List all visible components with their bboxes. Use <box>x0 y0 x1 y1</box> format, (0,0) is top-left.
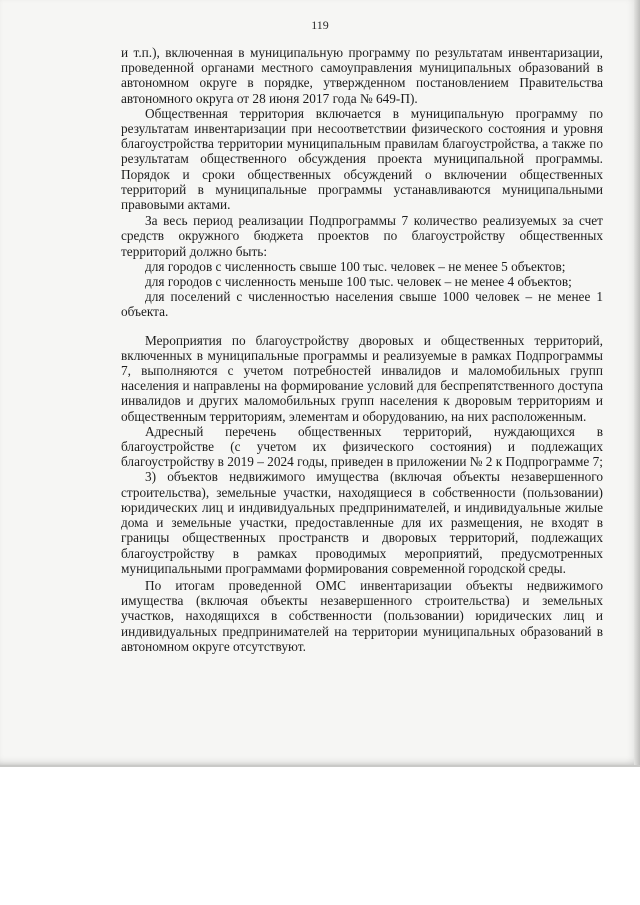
page-number: 119 <box>311 18 329 32</box>
paragraph-address-list: Адресный перечень общественных территорий, нуждающихся в благоустройстве (с учетом их физического состояния) и подлежащих благоустройству в 2019 – 2024 годы, приведен в приложении № 2 к Подпрограмме 7; <box>121 423 603 470</box>
paragraph-small-cities: для городов с численность меньше 100 тыс. человек – не менее 4 объектов; <box>145 274 572 290</box>
paragraph-inventory-results: По итогам проведенной ОМС инвентаризации объекты недвижимого имущества (включая объекты незавершенного строительства) и земельных участков, находящихся в собственности (пользовании) юридических лиц и индивидуальных предпринимателей на территории муниципальных образований в автономном округе отсутствуют. <box>121 577 603 654</box>
document-body <box>121 45 603 654</box>
paragraph-accessibility: Мероприятия по благоустройству дворовых и общественных территорий, включенных в муниципальные программы и реализуемые в рамках Подпрограммы 7, выполняются с учетом потребностей инвалидов и маломобильных групп населения и направлены на формирование условий для беспрепятственного доступа инвалидов и других маломобильных групп населения к дворовым территориям и общественным территориям, элементам и оборудованию, на них расположенным. <box>121 332 603 424</box>
paragraph-public-territory-inclusion: Общественная территория включается в муниципальную программу по результатам инвентаризации при несоответствии физического состояния и уровня благоустройства территории муниципальным правилам благоустройства, а также по результатам общественного обсуждения проекта муниципальной программы. Порядок и сроки общественных обсуждений о включении общественных территорий в муниципальные программы устанавливаются муниципальными правовыми актами. <box>121 105 603 213</box>
page-edge-shadow <box>634 0 640 765</box>
paragraph-continuation: и т.п.), включенная в муниципальную программу по результатам инвентаризации, проведенной органами местного самоуправления муниципальных образований в автономном округе в порядке, утвержденном постановлением Правительства автономного округа от 28 июня 2017 года № 649-П). <box>121 45 603 106</box>
paragraph-project-count-intro: За весь период реализации Подпрограммы 7 количество реализуемых за счет средств окружного бюджета проектов по благоустройству общественных территорий должно быть: <box>121 213 603 259</box>
paragraph-real-estate-objects: 3) объектов недвижимого имущества (включая объекты незавершенного строительства), земельные участки, находящиеся в собственности (пользовании) юридических лиц и индивидуальных предпринимателей, и индивидуальные жилые дома и земельные участки, предоставленные для их размещения, не входят в границы общественных пространств и дворовых территорий, подлежащих благоустройству в рамках проводимых мероприятий, предусмотренных муниципальными программами формирования современной городской среды. <box>121 469 603 576</box>
paragraph-settlements: для поселений с численностью населения свыше 1000 человек – не менее 1 объекта. <box>121 289 603 320</box>
paragraph-large-cities: для городов с численность свыше 100 тыс. человек – не менее 5 объектов; <box>145 258 566 274</box>
